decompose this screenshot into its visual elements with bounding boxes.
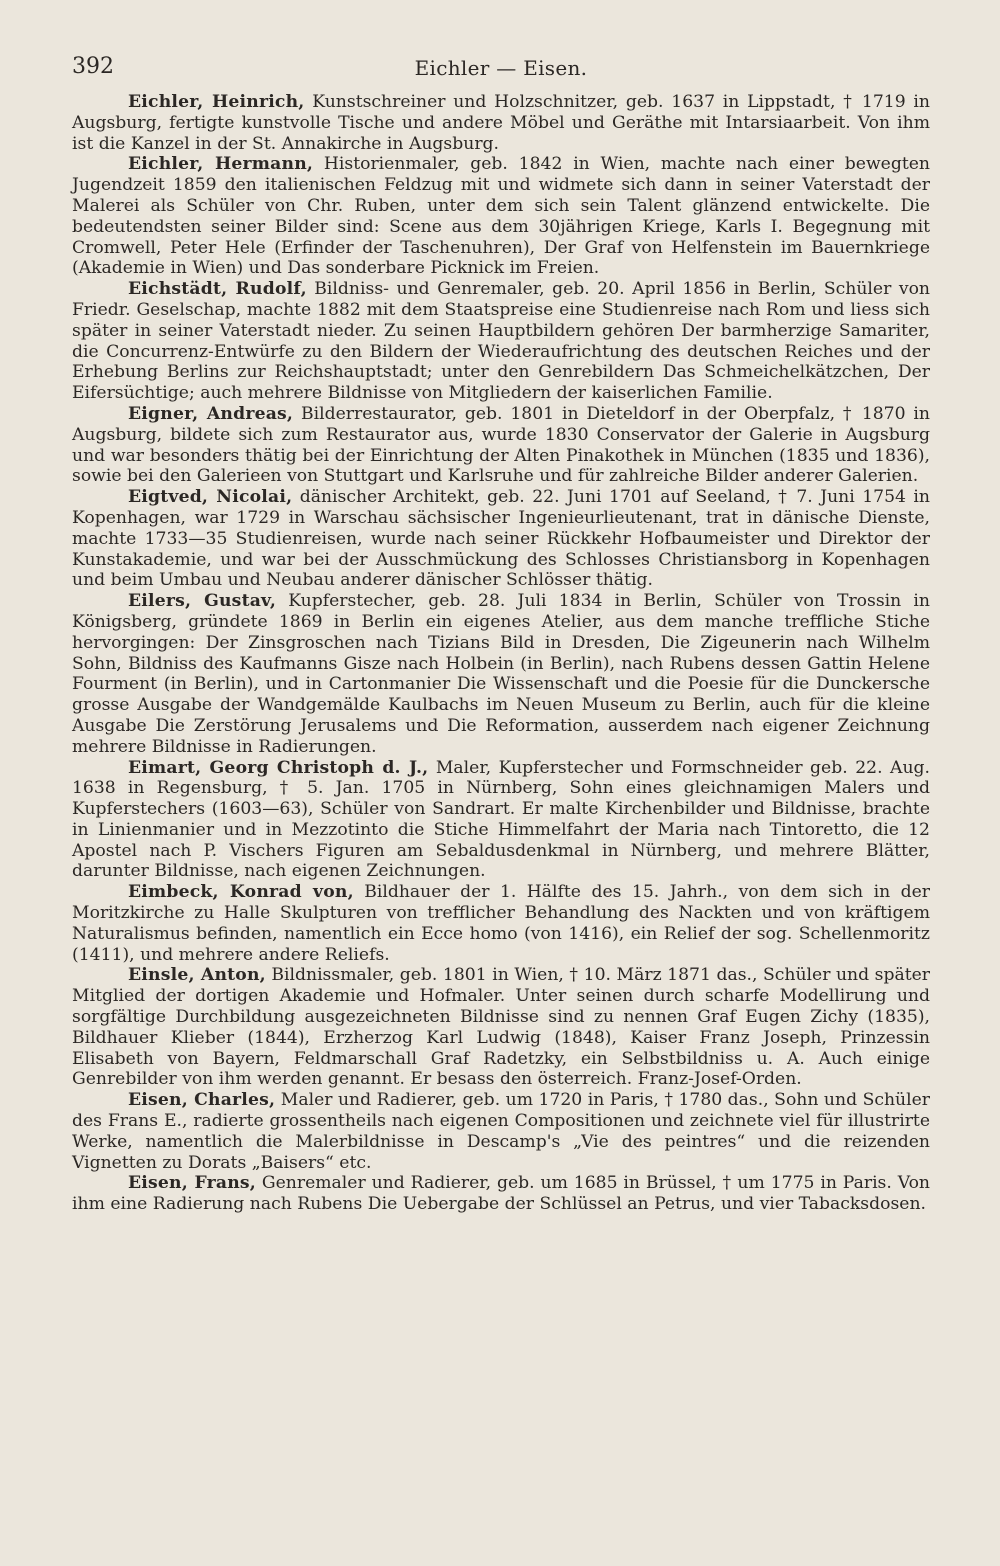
entry-eilers-gustav	[72, 591, 930, 757]
entry-einsle-anton	[72, 965, 930, 1090]
entry-text: Kupferstecher, geb. 28. Juli 1834 in Berlin, Schüler von Trossin in Königsberg, gründete 1869 in Berlin ein eigenes Atelier, aus dem manche treffliche Stiche hervorgingen: Der Zinsgroschen nach Tizians Bild in Dresden, Die Zigeunerin nach Wilhelm Sohn, Bildniss des Kaufmanns Gisze nach Holbein (in Berlin), nach Rubens dessen Gattin Helene Fourment (in Berlin), und in Cartonmanier Die Wissenschaft und die Poesie für die Dunckersche grosse Ausgabe der Wandgemälde Kaulbachs im Neuen Museum zu Berlin, auch für die kleine Ausgabe Die Zerstörung Jerusalems und Die Reformation, ausserdem nach eigener Zeichnung mehrere Bildnisse in Radierungen.	[72, 591, 930, 757]
entry-name: Eilers, Gustav,	[128, 591, 277, 612]
entry-eimbeck-konrad	[72, 882, 930, 965]
entry-text: Bildniss- und Genremaler, geb. 20. April 1856 in Berlin, Schüler von Friedr. Geselschap, machte 1882 mit dem Staatspreise eine Studienreise nach Rom und liess sich später in seiner Vaterstadt nieder. Zu seinen Hauptbildern gehören Der barmherzige Samariter, die Concurrenz-Entwürfe zu den Bildern der Wiederaufrichtung des deutschen Reiches und der Erhebung Berlins zur Reichshauptstadt; unter den Genrebildern Das Schmeichelkätzchen, Der Eifersüchtige; auch mehrere Bildnisse von Mitgliedern der kaiserlichen Familie.	[72, 279, 930, 404]
running-head: Eichler — Eisen.	[414, 56, 588, 80]
entry-text: Bildnissmaler, geb. 1801 in Wien, † 10. März 1871 das., Schüler und später Mitglied der dortigen Akademie und Hofmaler. Unter seinen durch scharfe Modellirung und sorgfältige Durchbildung ausgezeichneten Bildnisse sind zu nennen Graf Eugen Zichy (1835), Bildhauer Klieber (1844), Erzherzog Karl Ludwig (1848), Kaiser Franz Joseph, Prinzessin Elisabeth von Bayern, Feldmarschall Graf Radetzky, ein Selbstbildniss u. A. Auch einige Genrebilder von ihm werden genannt. Er besass den österreich. Franz-Josef-Orden.	[72, 965, 930, 1090]
entry-eisen-frans	[72, 1173, 930, 1215]
entry-eigtved-nicolai	[72, 487, 930, 591]
entry-eimart-georg	[72, 758, 930, 883]
entry-text: Kunstschreiner und Holzschnitzer, geb. 1637 in Lippstadt, † 1719 in Augsburg, fertigte kunstvolle Tische und andere Möbel und Geräthe mit Intarsiaarbeit. Von ihm ist die Kanzel in der St. Annakirche in Augsburg.	[72, 92, 930, 154]
entry-eisen-charles	[72, 1090, 930, 1173]
entry-text: Historienmaler, geb. 1842 in Wien, machte nach einer bewegten Jugendzeit 1859 den italienischen Feldzug mit und widmete sich dann in seiner Vaterstadt der Malerei als Schüler von Chr. Ruben, unter dem sich sein Talent glänzend entwickelte. Die bedeutendsten seiner Bilder sind: Scene aus dem 30jährigen Kriege, Karls I. Begegnung mit Cromwell, Peter Hele (Erfinder der Taschenuhren), Der Graf von Helfenstein im Bauernkriege (Akademie in Wien) und Das sonderbare Picknick im Freien.	[72, 154, 930, 279]
entry-name: Eisen, Charles,	[128, 1090, 276, 1111]
entry-list	[72, 92, 930, 1215]
entry-eigner-andreas	[72, 404, 930, 487]
entry-eichstaedt-rudolf	[72, 279, 930, 404]
entry-name: Eisen, Frans,	[128, 1173, 256, 1194]
entry-eichler-heinrich	[72, 92, 930, 154]
entry-name: Eimart, Georg Christoph d. J.,	[128, 757, 429, 778]
entry-eichler-hermann	[72, 154, 930, 279]
entry-text: Genremaler und Radierer, geb. um 1685 in Brüssel, † um 1775 in Paris. Von ihm eine Radierung nach Rubens Die Uebergabe der Schlüssel an Petrus, und vier Tabacksdosen.	[72, 1173, 930, 1215]
entry-name: Eimbeck, Konrad von,	[128, 882, 354, 903]
page-number: 392	[72, 54, 114, 79]
entry-text: Bilderrestaurator, geb. 1801 in Dieteldorf in der Oberpfalz, † 1870 in Augsburg, bildete sich zum Restaurator aus, wurde 1830 Conservator der Galerie in Augsburg und war besonders thätig bei der Einrichtung der Alten Pinakothek in München (1835 und 1836), sowie bei den Galerieen von Stuttgart und Karlsruhe und für zahlreiche Bilder anderer Galerien.	[72, 403, 930, 487]
entry-name: Eigner, Andreas,	[128, 403, 294, 424]
entry-name: Eigtved, Nicolai,	[128, 487, 293, 508]
entry-name: Eichler, Hermann,	[128, 154, 314, 175]
entry-name: Eichstädt, Rudolf,	[128, 279, 307, 300]
entry-text: Maler, Kupferstecher und Formschneider geb. 22. Aug. 1638 in Regensburg, † 5. Jan. 1705 in Nürnberg, Sohn eines gleichnamigen Malers und Kupferstechers (1603—63), Schüler von Sandrart. Er malte Kirchenbilder und Bildnisse, brachte in Linienmanier und in Mezzotinto die Stiche Himmelfahrt der Maria nach Tintoretto, die 12 Apostel nach P. Vischers Figuren am Sebaldusdenkmal in Nürnberg, und mehrere Blätter, darunter Bildnisse, nach eigenen Zeichnungen.	[72, 757, 930, 882]
entry-text: dänischer Architekt, geb. 22. Juni 1701 auf Seeland, † 7. Juni 1754 in Kopenhagen, war 1729 in Warschau sächsischer Ingenieurlieutenant, trat in dänische Dienste, machte 1733—35 Studienreisen, wurde nach seiner Rückkehr Hofbaumeister und Direktor der Kunstakademie, und war bei der Ausschmückung des Schlosses Christiansborg in Kopenhagen und beim Umbau und Neubau anderer dänischer Schlösser thätig.	[72, 487, 930, 591]
page-header	[72, 48, 930, 90]
entry-text: Maler und Radierer, geb. um 1720 in Paris, † 1780 das., Sohn und Schüler des Frans E., radierte grossentheils nach eigenen Compositionen und zeichnete viel für illustrirte Werke, namentlich die Malerbildnisse in Descamp's „Vie des peintres“ und die reizenden Vignetten zu Dorats „Baisers“ etc.	[72, 1090, 930, 1173]
entry-text: Bildhauer der 1. Hälfte des 15. Jahrh., von dem sich in der Moritzkirche zu Halle Skulpturen von trefflicher Behandlung des Nackten und von kräftigem Naturalismus befinden, namentlich ein Ecce homo (von 1416), ein Relief der sog. Schellenmoritz (1411), und mehrere andere Reliefs.	[72, 882, 930, 965]
entry-name: Eichler, Heinrich,	[128, 92, 305, 112]
entry-name: Einsle, Anton,	[128, 965, 266, 986]
